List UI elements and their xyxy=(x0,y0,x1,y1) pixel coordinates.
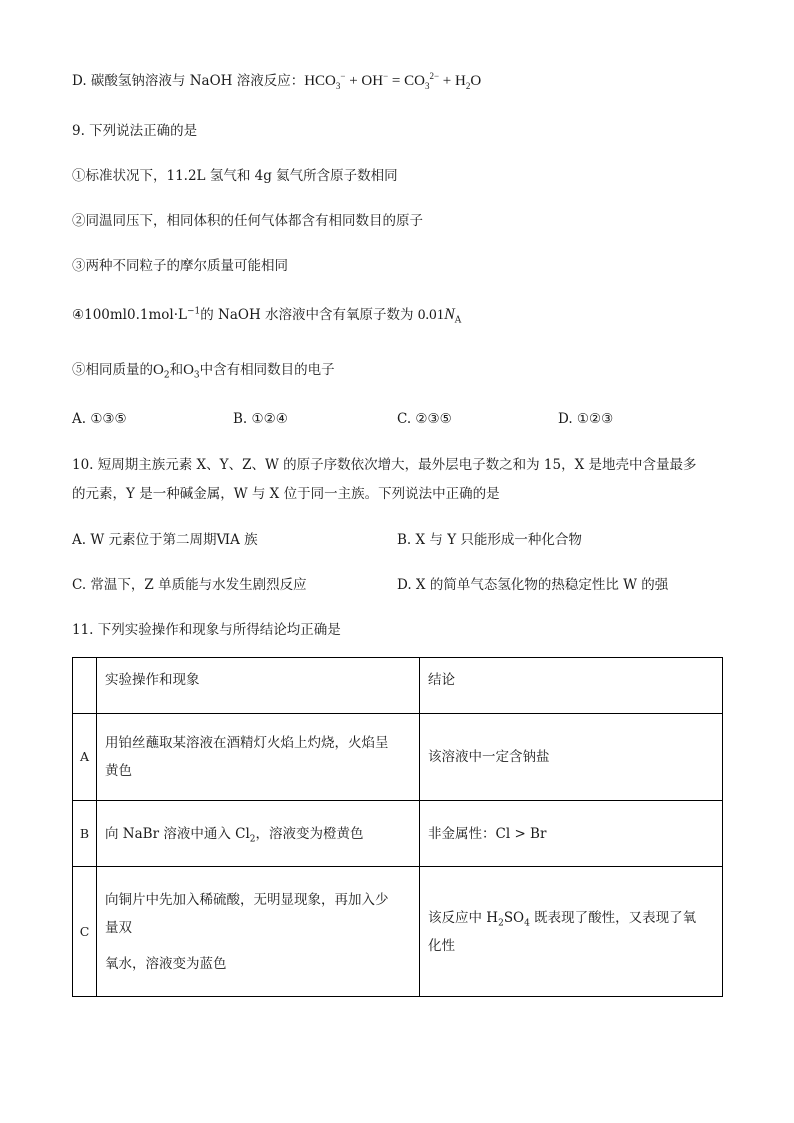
q9-statement-5: ⑤相同质量的$O_2$和$O_3$中含有相同数目的电子 xyxy=(72,362,335,381)
row-b-operation: 向 NaBr 溶液中通入 $Cl_2$，溶液变为橙黄色 xyxy=(97,801,420,867)
row-label-c: C xyxy=(73,867,97,997)
q9-option-a[interactable]: A. ①③⑤ xyxy=(72,411,127,427)
header-conclusion: 结论 xyxy=(420,658,723,714)
row-label-b: B xyxy=(73,801,97,867)
q10-stem-line-1: 10. 短周期主族元素 X、Y、Z、W 的原子序数依次增大，最外层电子数之和为 15，X 是地壳中含量最多 xyxy=(72,457,697,473)
q9-statement-2: ②同温同压下，相同体积的任何气体都含有相同数目的原子 xyxy=(72,213,423,229)
header-operation: 实验操作和现象 xyxy=(97,658,420,714)
q11-stem: 11. 下列实验操作和现象与所得结论均正确是 xyxy=(72,622,341,638)
q10-stem-line-2: 的元素，Y 是一种碱金属，W 与 X 位于同一主族。下列说法中正确的是 xyxy=(72,486,500,502)
row-a-operation: 用铂丝蘸取某溶液在酒精灯火焰上灼烧，火焰呈 黄色 xyxy=(97,714,420,801)
header-label-cell xyxy=(73,658,97,714)
q9-option-c[interactable]: C. ②③⑤ xyxy=(397,411,452,427)
row-c-conclusion: 该反应中 $H_2SO_4$ 既表现了酸性，又表现了氧 化性 xyxy=(420,867,723,997)
table-row[interactable] xyxy=(73,801,723,867)
q9-statement-3: ③两种不同粒子的摩尔质量可能相同 xyxy=(72,258,288,274)
row-b-conclusion: 非金属性：Cl > Br xyxy=(420,801,723,867)
q10-option-d[interactable]: D. X 的简单气态氢化物的热稳定性比 W 的强 xyxy=(397,577,669,593)
q10-option-c[interactable]: C. 常温下，Z 单质能与水发生剧烈反应 xyxy=(72,577,307,593)
table-header-row xyxy=(73,658,723,714)
prev-option-d xyxy=(72,71,481,91)
q9-stem: 9. 下列说法正确的是 xyxy=(72,123,198,139)
row-label-a: A xyxy=(73,714,97,801)
q10-option-b[interactable]: B. X 与 Y 只能形成一种化合物 xyxy=(397,532,582,548)
q9-option-d[interactable]: D. ①②③ xyxy=(558,411,614,427)
experiment-table xyxy=(72,657,723,997)
table-row[interactable] xyxy=(73,714,723,801)
row-a-conclusion: 该溶液中一定含钠盐 xyxy=(420,714,723,801)
reaction-equation: $HCO_3^- + OH^- = CO_3^{2-} + H_2O$ xyxy=(304,71,482,91)
q10-option-a[interactable]: A. W 元素位于第二周期ⅥA 族 xyxy=(72,532,258,548)
row-c-operation: 向铜片中先加入稀硫酸，无明显现象，再加入少 量双 氧水，溶液变为蓝色 xyxy=(97,867,420,997)
prev-option-d-text: D. 碳酸氢钠溶液与 NaOH 溶液反应： xyxy=(72,73,305,89)
table-row[interactable] xyxy=(73,867,723,997)
q9-option-b[interactable]: B. ①②④ xyxy=(233,411,288,427)
q9-statement-4: $④100ml0.1mol\cdot L^{-1}$的 NaOH 水溶液中含有氧原子数为 $0.01N_A$ xyxy=(72,306,462,326)
q9-statement-1: ①标准状况下，11.2L 氢气和 4g 氦气所含原子数相同 xyxy=(72,168,398,184)
